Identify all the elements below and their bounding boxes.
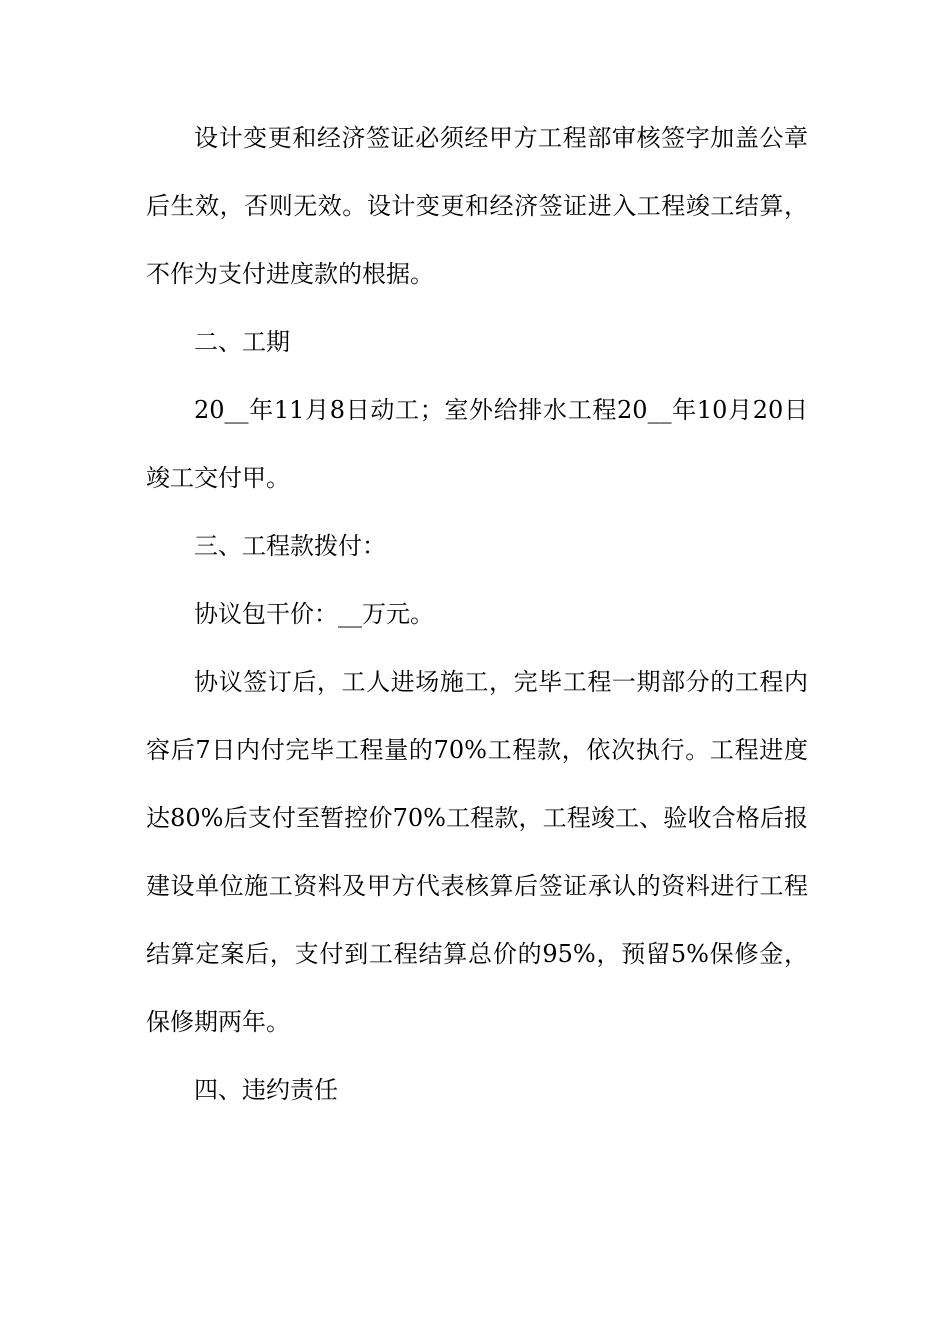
section-heading-payment: 三、工程款拨付： — [194, 532, 386, 560]
section-heading-liability: 四、违约责任 — [194, 1076, 338, 1104]
paragraph-design-change: 设计变更和经济签证必须经甲方工程部审核签字加盖公章后生效，否则无效。设计变更和经济签证进入工程竣工结算，不作为支付进度款的根据。 — [146, 124, 808, 288]
paragraph-schedule-dates: 20__年11月8日动工；室外给排水工程20__年10月20日竣工交付甲。 — [146, 396, 808, 492]
paragraph-payment-terms: 协议签订后，工人进场施工，完毕工程一期部分的工程内容后7日内付完毕工程量的70%工程款，依次执行。工程进度达80%后支付至暂控价70%工程款，工程竣工、验收合格后报建设单位施工资料及甲方代表核算后签证承认的资料进行工程结算定案后，支付到工程结算总价的95%，预留5%保修金，保修期两年。 — [146, 668, 808, 1036]
document-body — [146, 104, 808, 1124]
paragraph-contract-price: 协议包干价：__万元。 — [194, 600, 434, 628]
section-heading-schedule: 二、工期 — [194, 328, 290, 356]
